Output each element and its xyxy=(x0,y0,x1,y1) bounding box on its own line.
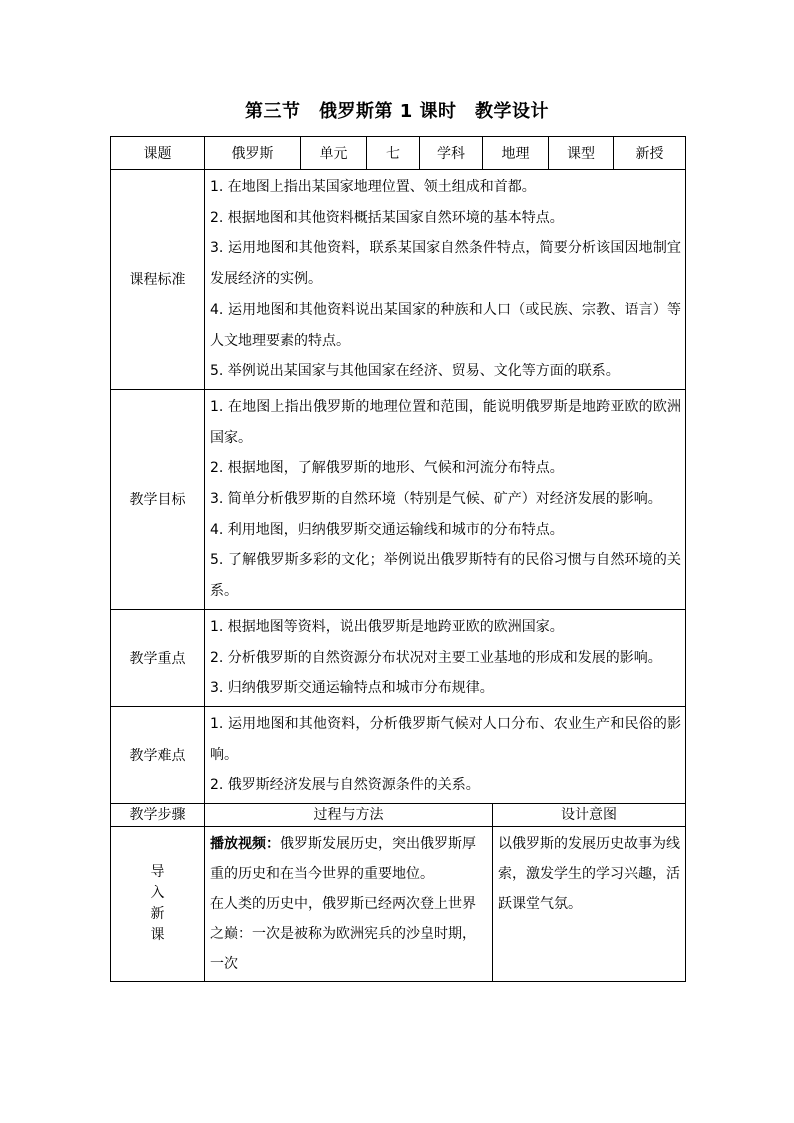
curriculum-item: 4. 运用地图和其他资料说出某国家的种族和人口（或民族、宗教、语言）等人文地理要素的特点。 xyxy=(210,301,681,349)
key-points-row xyxy=(111,609,686,706)
objectives-content xyxy=(205,389,686,609)
intro-row xyxy=(111,827,686,982)
objective-item: 3. 简单分析俄罗斯的自然环境（特别是气候、矿产）对经济发展的影响。 xyxy=(210,491,662,508)
subject-label: 学科 xyxy=(420,137,483,170)
objectives-label: 教学目标 xyxy=(111,389,205,609)
intent-label: 设计意图 xyxy=(493,804,686,827)
objective-item: 5. 了解俄罗斯多彩的文化；举例说出俄罗斯特有的民俗习惯与自然环境的关系。 xyxy=(210,552,681,600)
curriculum-row xyxy=(111,170,686,390)
key-point-item: 1. 根据地图等资料，说出俄罗斯是地跨亚欧的欧洲国家。 xyxy=(210,618,564,635)
key-points-label: 教学重点 xyxy=(111,609,205,706)
topic-label: 课题 xyxy=(111,137,205,170)
intro-intent: 以俄罗斯的发展历史故事为线索，激发学生的学习兴趣，活跃课堂气氛。 xyxy=(493,827,686,982)
process-label: 过程与方法 xyxy=(205,804,493,827)
objective-item: 4. 利用地图，归纳俄罗斯交通运输线和城市的分布特点。 xyxy=(210,521,564,538)
difficulties-content xyxy=(205,706,686,803)
type-value: 新授 xyxy=(614,137,686,170)
key-point-item: 2. 分析俄罗斯的自然资源分布状况对主要工业基地的形成和发展的影响。 xyxy=(210,649,662,666)
key-points-content xyxy=(205,609,686,706)
curriculum-item: 2. 根据地图和其他资料概括某国家自然环境的基本特点。 xyxy=(210,209,564,226)
steps-label: 教学步骤 xyxy=(111,804,205,827)
type-label: 课型 xyxy=(549,137,614,170)
topic-value: 俄罗斯 xyxy=(205,137,301,170)
key-point-item: 3. 归纳俄罗斯交通运输特点和城市分布规律。 xyxy=(210,680,494,697)
curriculum-item: 5. 举例说出某国家与其他国家在经济、贸易、文化等方面的联系。 xyxy=(210,363,620,380)
difficulties-row xyxy=(111,706,686,803)
video-paragraph xyxy=(210,829,488,889)
objective-item: 2. 根据地图，了解俄罗斯的地形、气候和河流分布特点。 xyxy=(210,460,564,477)
difficulties-label: 教学难点 xyxy=(111,706,205,803)
history-paragraph: 在人类的历史中，俄罗斯已经两次登上世界之巅：一次是被称为欧洲宪兵的沙皇时期，一次 xyxy=(210,896,476,973)
unit-label: 单元 xyxy=(301,137,367,170)
unit-value: 七 xyxy=(367,137,420,170)
intro-process xyxy=(205,827,493,982)
page-title: 第三节 俄罗斯第 1 课时 教学设计 xyxy=(244,101,550,122)
curriculum-content xyxy=(205,170,686,390)
steps-header-row xyxy=(111,804,686,827)
video-text: 俄罗斯发展历史，突出俄罗斯厚重的历史和在当今世界的重要地位。 xyxy=(210,836,476,883)
curriculum-item: 1. 在地图上指出某国家地理位置、领土组成和首都。 xyxy=(210,179,536,195)
lesson-plan-table xyxy=(110,136,686,982)
curriculum-label: 课程标准 xyxy=(111,170,205,390)
video-label: 播放视频： xyxy=(210,836,280,853)
difficulty-item: 1. 运用地图和其他资料，分析俄罗斯气候对人口分布、农业生产和民俗的影响。 xyxy=(210,715,681,763)
subject-value: 地理 xyxy=(483,137,549,170)
intro-step-label: 导 入 新 课 xyxy=(111,827,205,982)
difficulty-item: 2. 俄罗斯经济发展与自然资源条件的关系。 xyxy=(210,777,480,794)
header-row xyxy=(111,137,686,170)
objective-item: 1. 在地图上指出俄罗斯的地理位置和范围，能说明俄罗斯是地跨亚欧的欧洲国家。 xyxy=(210,398,681,446)
curriculum-item: 3. 运用地图和其他资料，联系某国家自然条件特点，简要分析该国因地制宜发展经济的实例。 xyxy=(210,240,681,288)
objectives-row xyxy=(111,389,686,609)
